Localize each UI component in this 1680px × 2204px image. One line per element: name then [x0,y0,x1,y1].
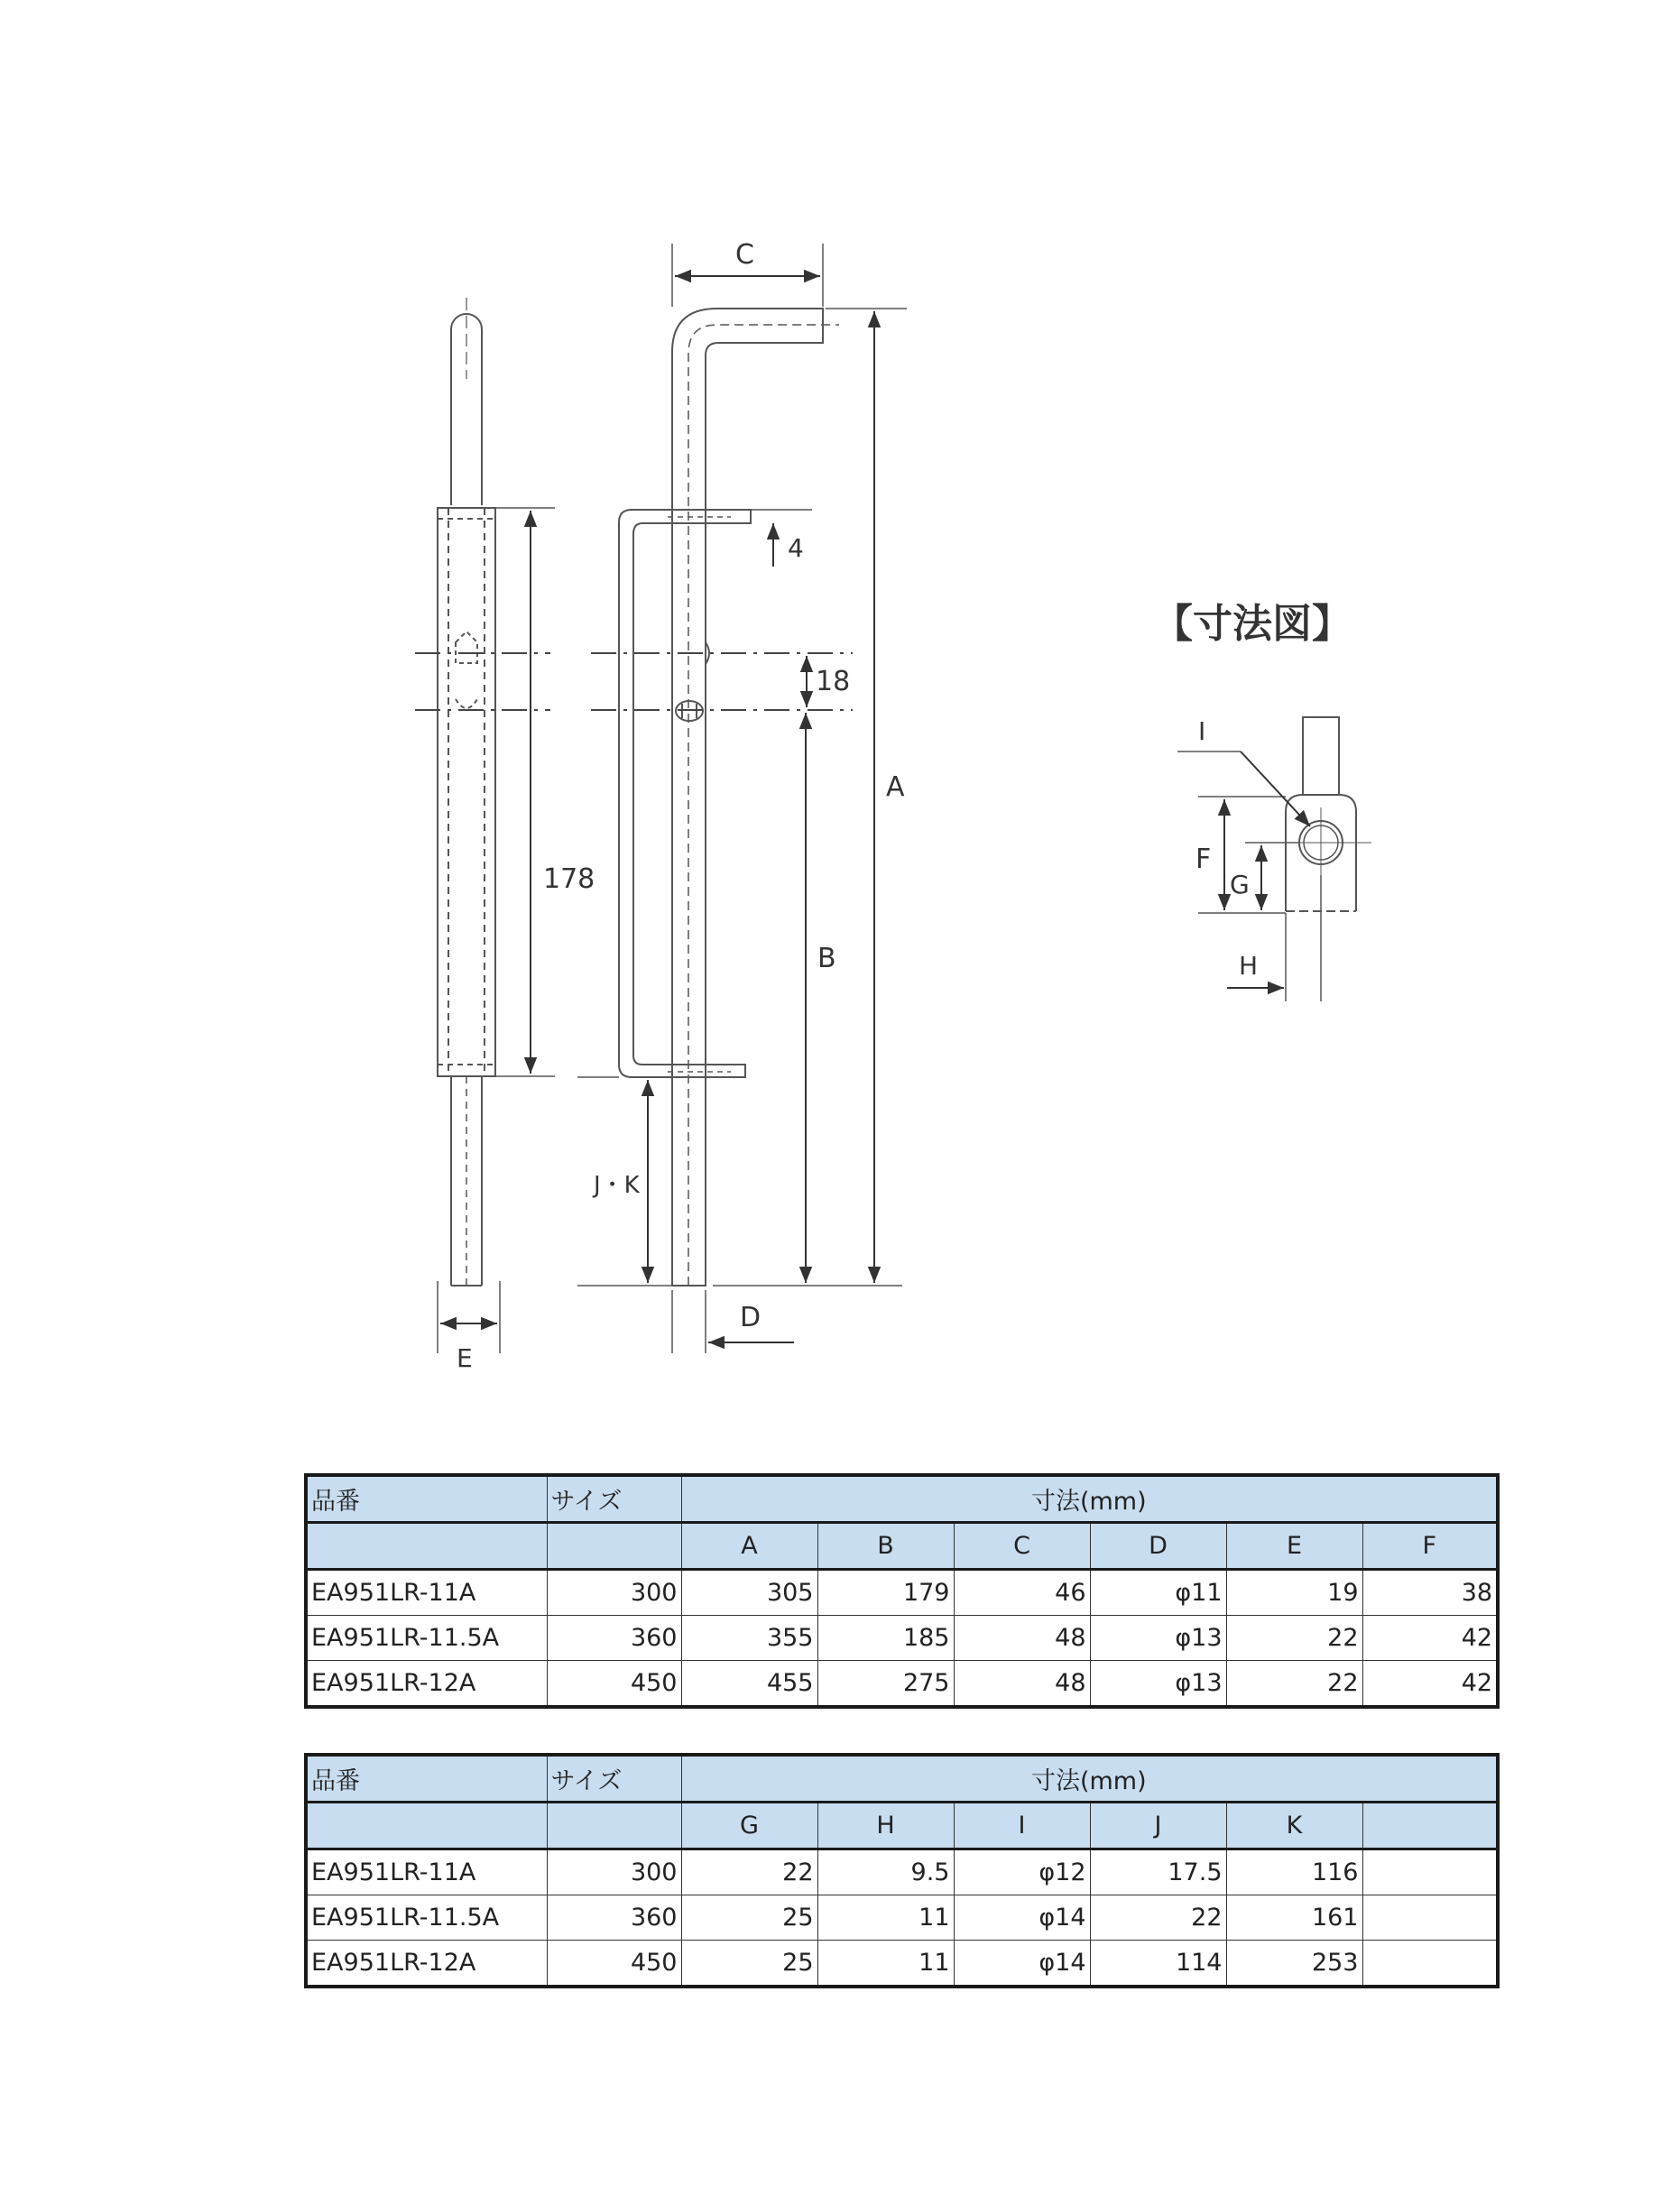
table-row [306,1941,1498,1987]
header-size: サイズ [547,1475,681,1523]
header-dims: 寸法(mm) [681,1755,1498,1803]
value-cell: 42 [1362,1616,1498,1661]
dim-178-label: 178 [543,863,595,895]
value-cell: 355 [681,1616,817,1661]
col-header [1362,1803,1498,1849]
value-cell: 25 [681,1895,817,1941]
value-cell [1362,1895,1498,1941]
value-cell: 42 [1362,1661,1498,1708]
dim-18-label: 18 [816,666,851,697]
header-part-no: 品番 [306,1755,547,1803]
value-cell: φ12 [954,1849,1090,1895]
header-part-no: 品番 [306,1475,547,1523]
value-cell: φ13 [1090,1616,1226,1661]
value-cell: 185 [817,1616,954,1661]
value-cell: 11 [817,1895,954,1941]
table-row [306,1661,1498,1708]
size-cell: 360 [547,1616,681,1661]
dim-i-label: I [1198,716,1206,746]
dim-h-label: H [1239,951,1259,981]
col-header: K [1226,1803,1362,1849]
col-header: A [681,1523,817,1570]
value-cell: 114 [1090,1941,1226,1987]
dim-d-label: D [740,1302,762,1333]
value-cell: 455 [681,1661,817,1708]
col-header: E [1226,1523,1362,1570]
part-no-cell: EA951LR-12A [306,1661,547,1708]
value-cell: 11 [817,1941,954,1987]
value-cell: 38 [1362,1570,1498,1616]
col-header: B [817,1523,954,1570]
subheader-blank [547,1803,681,1849]
value-cell: 48 [954,1661,1090,1708]
dim-4-label: 4 [788,533,804,563]
dim-jk-label: J・K [594,1172,640,1199]
col-header: F [1362,1523,1498,1570]
size-cell: 300 [547,1570,681,1616]
col-header: H [817,1803,954,1849]
part-no-cell: EA951LR-11.5A [306,1616,547,1661]
value-cell: 305 [681,1570,817,1616]
table-row [306,1570,1498,1616]
table-subheader-row [306,1803,1498,1849]
value-cell: 161 [1226,1895,1362,1941]
dimension-table-2 [304,1753,1500,1988]
value-cell: φ14 [954,1941,1090,1987]
col-header: G [681,1803,817,1849]
subheader-blank [547,1523,681,1570]
part-no-cell: EA951LR-11A [306,1849,547,1895]
value-cell: φ14 [954,1895,1090,1941]
table-header-row [306,1475,1498,1523]
size-cell: 450 [547,1661,681,1708]
value-cell: 9.5 [817,1849,954,1895]
value-cell: 19 [1226,1570,1362,1616]
header-size: サイズ [547,1755,681,1803]
value-cell: 275 [817,1661,954,1708]
part-no-cell: EA951LR-11.5A [306,1895,547,1941]
part-no-cell: EA951LR-11A [306,1570,547,1616]
dim-b-label: B [817,943,836,974]
subheader-blank [306,1523,547,1570]
col-header: I [954,1803,1090,1849]
value-cell: 25 [681,1941,817,1987]
size-cell: 450 [547,1941,681,1987]
col-header: J [1090,1803,1226,1849]
value-cell: 22 [1090,1895,1226,1941]
value-cell [1362,1941,1498,1987]
header-dims: 寸法(mm) [681,1475,1498,1523]
value-cell: 22 [1226,1616,1362,1661]
table-row [306,1616,1498,1661]
drawing-caption: 【寸法図】 [1153,601,1352,647]
value-cell: 46 [954,1570,1090,1616]
value-cell: 116 [1226,1849,1362,1895]
dim-e-label: E [457,1343,473,1373]
value-cell: 253 [1226,1941,1362,1987]
dim-f-label: F [1195,844,1212,875]
side-view [415,298,555,1353]
dim-c-label: C [735,239,754,271]
subheader-blank [306,1803,547,1849]
table-header-row [306,1755,1498,1803]
value-cell: φ11 [1090,1570,1226,1616]
table-row [306,1895,1498,1941]
dim-a-label: A [886,771,905,803]
value-cell: φ13 [1090,1661,1226,1708]
table-subheader-row [306,1523,1498,1570]
value-cell: 17.5 [1090,1849,1226,1895]
dim-g-label: G [1230,870,1250,899]
table-row [306,1849,1498,1895]
col-header: C [954,1523,1090,1570]
value-cell: 22 [681,1849,817,1895]
value-cell: 48 [954,1616,1090,1661]
dimension-table-1 [304,1473,1500,1709]
size-cell: 300 [547,1849,681,1895]
part-no-cell: EA951LR-12A [306,1941,547,1987]
value-cell: 22 [1226,1661,1362,1708]
value-cell [1362,1849,1498,1895]
value-cell: 179 [817,1570,954,1616]
size-cell: 360 [547,1895,681,1941]
col-header: D [1090,1523,1226,1570]
